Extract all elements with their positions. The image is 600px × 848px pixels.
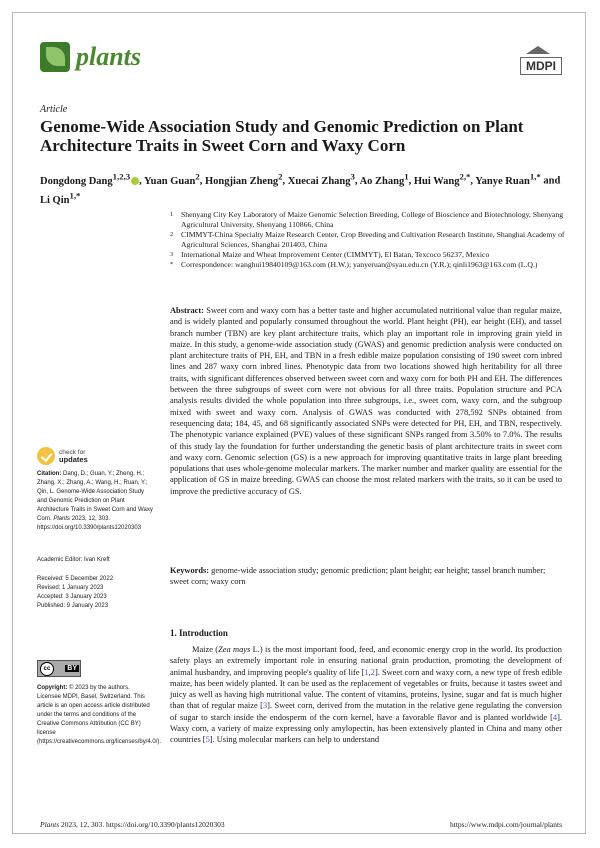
footer-citation: Plants 2023, 12, 303. https://doi.org/10.3390/plants12020303 bbox=[40, 820, 225, 829]
intro-paragraph: Maize (Zea mays L.) is the most important food, feed, and economic energy crop in the world. Its production safety plays an extremely important role in ensuring national grain production, promoting the development of animal husbandry, and improving people's quality of life [1,2]. Sweet corn and waxy corn, a new type of fresh edible maize, has been widely planted. It can be used as the replacement of vegetables or fruits, because it tastes sweet and juicy as well as having high nutritional value. The content of vitamins, proteins, lysine, sugar and fat is much higher than that of regular maize [3]. Sweet corn, derived from the mutation in the relative gene regulating the conversion of sugar to starch inside the endosperm of the corn kernel, have a favorable flavor and is planted worldwide [4]. Waxy corn, a variety of maize expressing only amylopectin, has been extensively planted in China and many other countries [5]. Using molecular markers can help to understand bbox=[170, 645, 562, 745]
check-for-updates[interactable]: check for updates bbox=[37, 447, 88, 465]
leaf-icon bbox=[40, 42, 70, 72]
academic-editor: Academic Editor: Ivan Kreft bbox=[37, 557, 110, 563]
section-heading: 1. Introduction bbox=[170, 628, 228, 638]
orcid-icon[interactable] bbox=[131, 177, 139, 185]
dates: Received: 5 December 2022 Revised: 1 January 2023 Accepted: 3 January 2023 Published: 9 January 2023 bbox=[37, 576, 114, 609]
affiliation: 3 International Maize and Wheat Improvement Center (CIMMYT), El Batan, Texcoco 56237, Mexico bbox=[170, 250, 490, 259]
affiliation: 1 Shenyang City Key Laboratory of Maize Genomic Selection Breeding, College of Bioscience and Biotechnology, Shenyang Agricultural University, Shenyang 110866, China bbox=[170, 210, 564, 229]
publisher-logo: MDPI bbox=[520, 57, 562, 75]
affiliations bbox=[170, 210, 570, 270]
correspondence: * Correspondence: wanghui19840109@163.com (H.W.); yanyeruan@syau.edu.cn (Y.R.); qinli1963@163.com (L.Q.) bbox=[170, 260, 538, 269]
author: Dongdong Dang$^{1,2,3}$ bbox=[40, 176, 139, 187]
paper-title: Genome-Wide Association Study and Genomic Prediction on Plant Architecture Traits in Sweet Corn and Waxy Corn bbox=[40, 117, 524, 155]
copyright: Copyright: © 2023 by the authors. Licensee MDPI, Basel, Switzerland. This article is an open access article distributed under the terms and conditions of the Creative Commons Attribution (CC BY) license (https://creativecommons.org/licenses/by/4.0/). bbox=[37, 685, 162, 745]
page-footer bbox=[40, 820, 562, 829]
author: Hongjian Zheng$^2$ bbox=[204, 171, 283, 187]
author: Yuan Guan$^2$ bbox=[144, 171, 200, 187]
cc-by-badge[interactable]: cc BY bbox=[37, 660, 81, 677]
affiliation: 2 CIMMYT-China Specialty Maize Research Center, Crop Breeding and Cultivation Research Institute, Shanghai Academy of Agricultural Sciences, Shanghai 201403, China bbox=[170, 230, 565, 249]
mdpi-logo-roof bbox=[526, 46, 550, 54]
abstract: Abstract: Sweet corn and waxy corn has a better taste and higher accumulated nutritional value than regular maize, and is widely planted and popularly consumed throughout the world. Plant height (PH), ear height (EH), and tassel branch number (TBN) are key plant architecture traits, which play an important role in improving grain yield in maize. In this study, a genome-wide association study (GWAS) and genomic prediction analysis were conducted on plant architecture traits of PH, EH, and TBN in a fresh edible maize population consisting of 190 sweet corn inbred lines and 287 waxy corn inbred lines. Phenotypic data from two locations showed high heritability for all three traits, with significant differences observed between sweet corn and waxy corn for both PH and EH. The differences between the three subgroups of sweet corn were not obvious for all three traits. Population structure and PCA analysis results divided the whole population into three subgroups, i.e., sweet corn, waxy corn, and the subgroup mixed with sweet and waxy corn. Analysis of GWAS was conducted with 278,592 SNPs obtained from resequencing data; 184, 45, and 68 significantly associated SNPs were detected for PH, EH, and TBN, respectively. The phenotypic variance explained (PVE) values of these significant SNPs ranged from 3.50% to 7.0%. The results of this study lay the foundation for further understanding the genetic basis of plant architecture traits in sweet corn and waxy corn. Genomic selection (GS) is a new approach for improving quantitative traits in large plant breeding populations that uses whole-genome molecular markers. The marker number and marker quality are essential for the application of GS in maize breeding. GWAS can choose the most related markers with the traits, so it can be used to improve the predictive accuracy of GS. bbox=[170, 306, 562, 496]
author-list: Dongdong Dang$^{1,2,3}$ , Yuan Guan$^2$, Hongjian Zheng$^2$, Xuecai Zhang$^3$, Ao Zhang$^1$, Hui Wang$^{2,*}$, Yanye Ruan$^{1,*}$ and Li Qin$^{1,*}$ bbox=[40, 171, 561, 206]
cc-icon: cc bbox=[40, 662, 54, 676]
citation-link[interactable]: 1 bbox=[364, 667, 369, 677]
citation-link[interactable]: 4 bbox=[552, 712, 558, 722]
journal-logo bbox=[40, 42, 141, 72]
keywords: Keywords: genome-wide association study; genomic prediction; plant height; ear height; tassel branch number; sweet corn; waxy corn bbox=[170, 566, 546, 587]
citation-link[interactable]: 3 bbox=[262, 701, 268, 711]
citation: Citation: Dang, D.; Guan, Y.; Zheng, H.; Zhang, X.; Zhang, A.; Wang, H.; Ruan, Y.; Qin, L. Genome-Wide Association Study and Genomic Prediction on Plant Architecture Traits in Sweet Corn and Waxy Corn. Plants 2023, 12, 303. https://doi.org/10.3390/plants12020303 bbox=[37, 471, 153, 531]
author: Li Qin$^{1,*}$ bbox=[40, 190, 81, 206]
citation-link[interactable]: 2 bbox=[370, 667, 375, 677]
footer-url[interactable]: https://www.mdpi.com/journal/plants bbox=[449, 820, 562, 829]
check-updates-icon bbox=[37, 447, 55, 465]
author: Xuecai Zhang$^3$ bbox=[287, 171, 355, 187]
author: Hui Wang$^{2,*}$ bbox=[413, 171, 471, 187]
citation-link[interactable]: 5 bbox=[205, 735, 210, 745]
article-type: Article bbox=[40, 104, 68, 115]
author: Ao Zhang$^1$ bbox=[359, 171, 409, 187]
author: Yanye Ruan$^{1,*}$ bbox=[475, 171, 541, 187]
journal-name: plants bbox=[76, 42, 142, 71]
